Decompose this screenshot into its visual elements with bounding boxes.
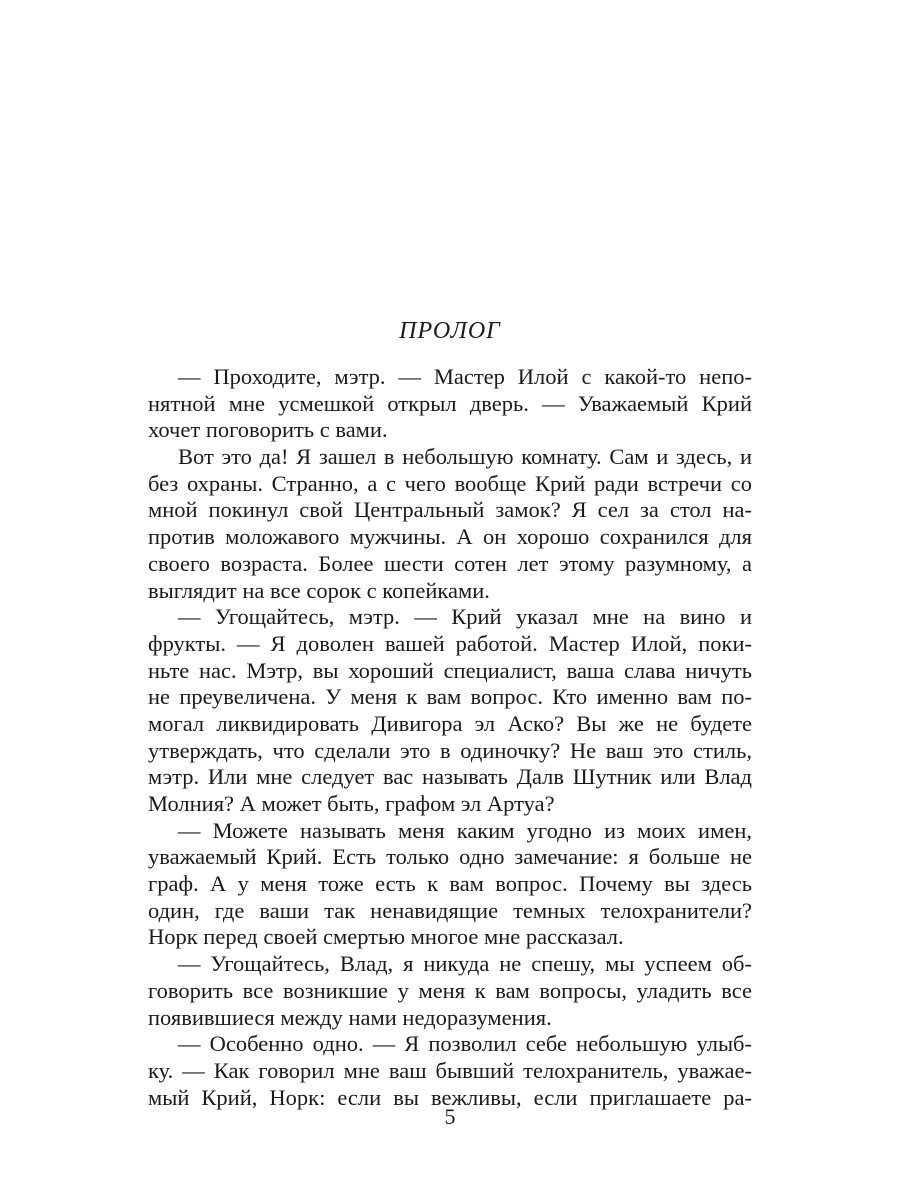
text-line: появившиеся между нами недоразумения. [148, 1004, 552, 1030]
text-line: выглядит на все сорок с копейками. [148, 577, 490, 603]
text-line: без охраны. Странно, а с чего вообще Крий ради встречи со [148, 470, 752, 496]
page-number: 5 [444, 1104, 456, 1129]
text-line: не преувеличена. У меня к вам вопрос. Кто именно вам по- [148, 684, 752, 710]
text-line: мый Крий, Норк: если вы вежливы, если приглашаете ра- [148, 1084, 752, 1110]
text-line: ку. — Как говорил мне ваш бывший телохранитель, уважае- [148, 1057, 752, 1083]
text-line: — Проходите, мэтр. — Мастер Илой с какой-то непо- [178, 364, 752, 389]
text-line: против моложавого мужчины. А он хорошо сохранился для [148, 524, 752, 550]
text-line: — Угощайтесь, Влад, я никуда не спешу, мы успеем об- [178, 951, 752, 977]
text-line: говорить все возникшие у меня к вам вопросы, уладить все [148, 977, 752, 1003]
text-line: фрукты. — Я доволен вашей работой. Мастер Илой, поки- [148, 630, 752, 656]
text-line: ньте нас. Мэтр, вы хороший специалист, ваша слава ничуть [148, 657, 752, 683]
text-line: Молния? А может быть, графом эл Артуа? [148, 791, 555, 816]
text-line: утверждать, что сделали это в одиночку? Не ваш это стиль, [148, 737, 752, 763]
text-line: нятной мне усмешкой открыл дверь. — Уважаемый Крий [148, 390, 752, 416]
text-line: могал ликвидировать Дивигора эл Аско? Вы же не будете [148, 710, 752, 736]
text-line: — Можете называть меня каким угодно из моих имен, [178, 817, 752, 843]
text-line: Норк перед своей смертью многое мне рассказал. [148, 924, 624, 950]
text-line: мэтр. Или мне следует вас называть Далв Шутник или Влад [148, 764, 752, 790]
text-line: мной покинул свой Центральный замок? Я сел за стол на- [148, 497, 752, 523]
body-text [148, 364, 752, 1111]
text-line: граф. А у меня тоже есть к вам вопрос. Почему вы здесь [148, 871, 752, 897]
text-line: — Особенно одно. — Я позволил себе небольшую улыб- [178, 1031, 752, 1057]
chapter-heading: ПРОЛОГ [399, 318, 501, 344]
text-line: один, где ваши так ненавидящие темных телохранители? [148, 897, 752, 923]
text-line: уважаемый Крий. Есть только одно замечание: я больше не [148, 844, 752, 870]
text-line: Вот это да! Я зашел в небольшую комнату. Сам и здесь, и [178, 444, 752, 470]
text-line: — Угощайтесь, мэтр. — Крий указал мне на вино и [178, 604, 752, 630]
text-line: своего возраста. Более шести сотен лет этому разумному, а [148, 550, 752, 576]
text-line: хочет поговорить с вами. [148, 417, 388, 443]
